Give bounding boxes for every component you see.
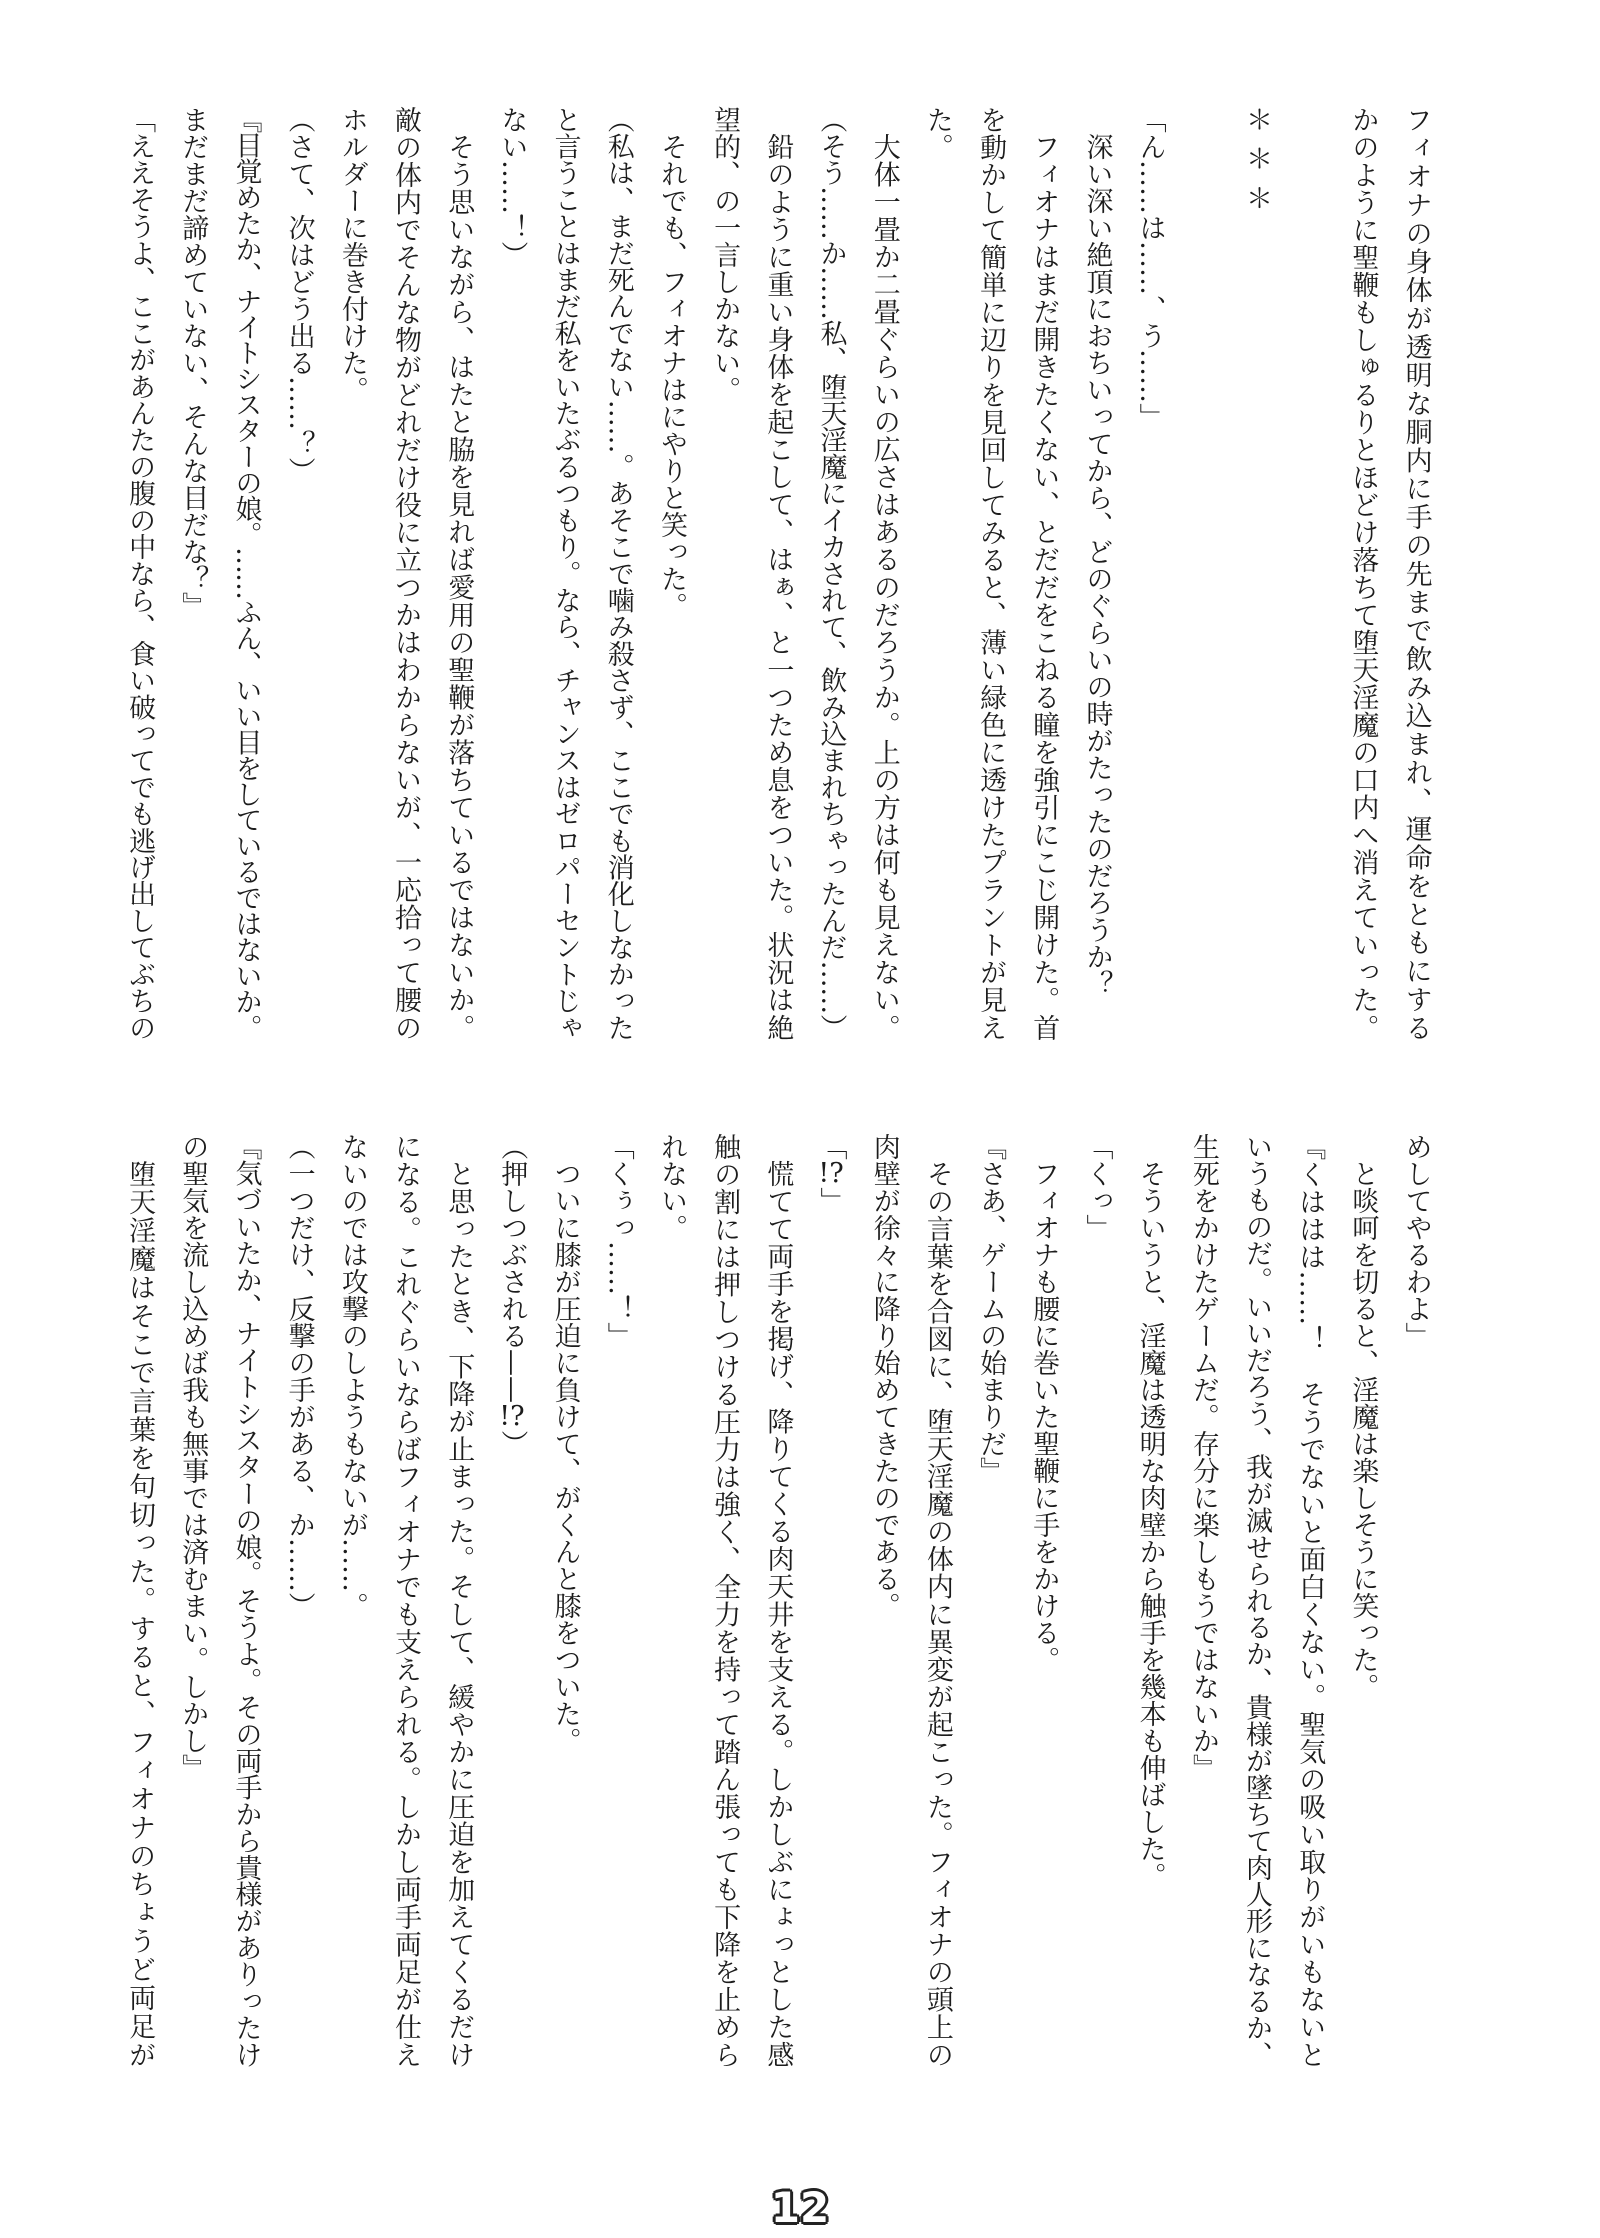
thought-line: （さて、次はどう出る……？）	[283, 106, 315, 484]
dialogue-line: 『くははは……！ そうでないと面白くない。聖気の吸い取りがいもないと	[1294, 1133, 1326, 2069]
dialogue-line: の聖気を流し込めば我も無事では済むまい。しかし』	[177, 1133, 209, 1781]
text-line: フィオナはまだ開きたくない、とだだをこねる瞳を強引にこじ開けた。首	[1028, 133, 1060, 1042]
text-line: 触の割には押しつける圧力は強く、全力を持って踏ん張っても下降を止めら	[709, 1133, 741, 2069]
thought-line: （一つだけ、反撃の手がある、か……）	[283, 1133, 315, 1619]
text-line: そういうと、淫魔は透明な肉壁から触手を幾本も伸ばした。	[1134, 1160, 1166, 1889]
text-line: ついに膝が圧迫に負けて、がくんと膝をついた。	[549, 1160, 581, 1754]
dialogue-line: まだまだ諦めていない、そんな目だな？』	[177, 106, 209, 619]
dialogue-line: 「!?」	[815, 1133, 847, 1214]
dialogue-line: 「くっ」	[1081, 1133, 1113, 1241]
text-line: れない。	[655, 1133, 687, 1241]
text-line: 深い深い絶頂におちいってから、どのぐらいの時がたったのだろうか？	[1081, 133, 1113, 997]
dialogue-line: いうものだ。いいだろう、我が滅せられるか、貴様が墜ちて肉人形になるか、	[1241, 1133, 1273, 2068]
text-line: かのように聖鞭もしゅるりとほどけ落ちて堕天淫魔の口内へ消えていった。	[1347, 106, 1379, 1042]
text-line: になる。これぐらいならばフィオナでも支えられる。しかし両手両足が仕え	[390, 1133, 422, 2069]
thought-line: と言うことはまだ私をいたぶるつもり。なら、チャンスはゼロパーセントじゃ	[549, 106, 581, 1041]
scene-break: ＊＊＊	[1241, 106, 1273, 224]
text-line: 敵の体内でそんな物がどれだけ役に立つかはわからないが、一応拾って腰の	[390, 106, 422, 1042]
text-line: と思ったとき、下降が止まった。そして、緩やかに圧迫を加えてくるだけ	[443, 1160, 475, 2069]
dialogue-line: 『目覚めたか、ナイトシスターの娘。……ふん、いい目をしているではないか。	[230, 106, 262, 1040]
text-line: 鉛のように重い身体を起こして、はぁ、と一つため息をついた。状況は絶	[762, 133, 794, 1042]
dialogue-line: 『さあ、ゲームの始まりだ』	[975, 1133, 1007, 1484]
thought-line: （押しつぶされる——!?）	[496, 1133, 528, 1457]
text-line: 大体一畳か二畳ぐらいの広さはあるのだろうか。上の方は何も見えない。	[868, 133, 900, 1042]
text-line: 肉壁が徐々に降り始めてきたのである。	[868, 1133, 900, 1619]
blank-line	[1283, 106, 1336, 1041]
text-line: 堕天淫魔はそこで言葉を句切った。すると、フィオナのちょうど両足が	[124, 1160, 156, 2070]
lower-text-block	[113, 1133, 1443, 2068]
dialogue-line: 『気づいたか、ナイトシスターの娘。そうよ。その両手から貴様がありったけ	[230, 1133, 262, 2068]
dialogue-line: めしてやるわよ」	[1400, 1133, 1432, 1349]
upper-text-block	[113, 106, 1443, 1041]
text-line: フィオナも腰に巻いた聖鞭に手をかける。	[1028, 1160, 1060, 1673]
text-line: そう思いながら、はたと脇を見れば愛用の聖鞭が落ちているではないか。	[443, 133, 475, 1042]
text-line: ホルダーに巻き付けた。	[336, 106, 368, 403]
tate-chu-yoko: !?	[499, 1403, 525, 1430]
page-number: 12	[770, 2183, 830, 2232]
text-line: 望的、の一言しかない。	[709, 106, 741, 403]
text-line: その言葉を合図に、堕天淫魔の体内に異変が起こった。フィオナの頭上の	[921, 1160, 953, 2069]
text-line: 慌てて両手を掲げ、降りてくる肉天井を支える。しかしぶにょっとした感	[762, 1160, 794, 2069]
dialogue-line: 「ん……は……、う……」	[1134, 106, 1166, 430]
thought-line: （そう……か……私、堕天淫魔にイカされて、飲み込まれちゃったんだ……）	[815, 106, 847, 1041]
thought-line: （私は、まだ死んでない……。あそこで噛み殺さず、ここでも消化しなかった	[602, 106, 634, 1041]
text-line: を動かして簡単に辺りを見回してみると、薄い緑色に透けたプラントが見え	[975, 106, 1007, 1042]
dialogue-line: 「ええそうよ、ここがあんたの腹の中なら、食い破ってでも逃げ出してぶちの	[124, 106, 156, 1041]
text-line: それでも、フィオナはにやりと笑った。	[655, 133, 687, 619]
text-line: た。	[921, 106, 953, 160]
text-line: フィオナの身体が透明な胴内に手の先まで飲み込まれ、運命をともにする	[1400, 106, 1432, 1043]
dialogue-line: 「くぅっ……！」	[602, 1133, 634, 1349]
tate-chu-yoko: !?	[818, 1160, 844, 1187]
blank-line	[1177, 106, 1230, 1041]
thought-line: ない……！）	[496, 106, 528, 268]
text-line: と啖呵を切ると、淫魔は楽しそうに笑った。	[1347, 1160, 1379, 1700]
dialogue-line: 生死をかけたゲームだ。存分に楽しもうではないか』	[1187, 1133, 1219, 1781]
text-line: ないのでは攻撃のしようもないが……。	[336, 1133, 368, 1619]
